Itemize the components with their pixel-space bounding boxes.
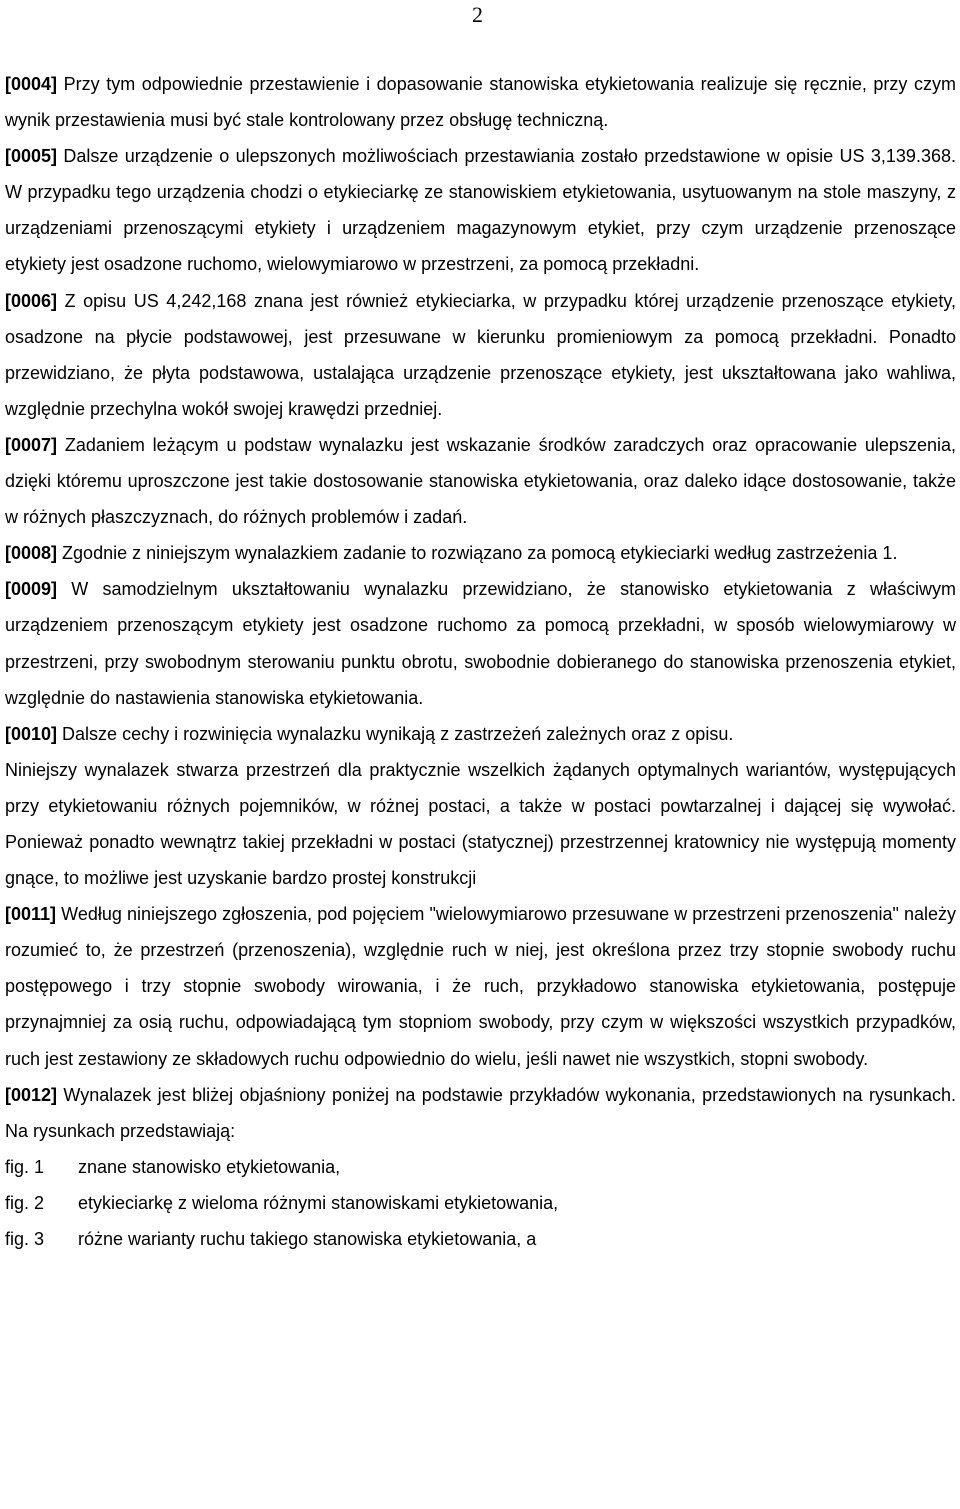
figure-list-item [5, 1221, 956, 1257]
paragraph-0009 [5, 571, 956, 715]
paragraph-0012 [5, 1077, 956, 1149]
figure-list-item [5, 1185, 956, 1221]
paragraph-untagged [5, 752, 956, 896]
paragraph-tag: [0008] [5, 543, 58, 564]
figure-list-item [5, 1149, 956, 1185]
figure-label: fig. 3 [5, 1229, 45, 1249]
paragraph-0004 [5, 66, 956, 138]
paragraph-tag: [0004] [5, 74, 58, 94]
paragraph-text: Dalsze urządzenie o ulepszonych możliwościach przestawiania zostało przedstawione w opisie US 3,139.368. W przypadku tego urządzenia chodzi o etykieciarkę ze stanowiskiem etykietowania, usytuowanym na stole maszyny, z urządzeniami przenoszącymi etykiety i urządzeniem magazynowym etykiet, przy czym urządzenie przenoszące etykiety jest osadzone ruchomo, wielowymiarowo w przestrzeni, za pomocą przekładni. [5, 146, 956, 275]
paragraph-text: Dalsze cechy i rozwinięcia wynalazku wynikają z zastrzeżeń zależnych oraz z opisu. [62, 723, 734, 744]
paragraph-0007 [5, 427, 956, 535]
paragraph-tag: [0012] [5, 1084, 58, 1105]
paragraph-0006 [5, 283, 956, 427]
paragraph-text: Wynalazek jest bliżej objaśniony poniżej na podstawie przykładów wykonania, przedstawionych na rysunkach. Na rysunkach przedstawiają: [5, 1084, 956, 1141]
paragraph-tag: [0011] [5, 904, 57, 925]
paragraph-text: Według niniejszego zgłoszenia, pod pojęciem "wielowymiarowo przesuwane w przestrzeni przenoszenia" należy rozumieć to, że przestrzeń (przenoszenia), względnie ruch w niej, jest określona przez trzy stopnie swobody ruchu postępowego i trzy stopnie swobody wirowania, i że ruch, przykładowo stanowiska etykietowania, postępuje przynajmniej za osią ruchu, odpowiadającą tym stopniom swobody, przy czym w większości wszystkich przypadków, ruch jest zestawiony ze składowych ruchu odpowiednio do wielu, jeśli nawet nie wszystkich, stopni swobody. [5, 904, 956, 1069]
paragraph-text: Z opisu US 4,242,168 znana jest również etykieciarka, w przypadku której urządzenie przenoszące etykiety, osadzone na płycie podstawowej, jest przesuwane w kierunku promieniowym za pomocą przekładni. Ponadto przewidziano, że płyta podstawowa, ustalająca urządzenie przenoszące etykiety, jest ukształtowana jako wahliwa, względnie przechylna wokół swojej krawędzi przedniej. [5, 290, 956, 419]
paragraph-text: W samodzielnym ukształtowaniu wynalazku przewidziano, że stanowisko etykietowania z właściwym urządzeniem przenoszącym etykiety jest osadzone ruchomo za pomocą przekładni, w sposób wielowymiarowy w przestrzeni, przy swobodnym sterowaniu punktu obrotu, swobodnie dobieranego do stanowiska przenoszenia etykiet, względnie do nastawienia stanowiska etykietowania. [5, 579, 956, 708]
paragraph-tag: [0007] [5, 434, 58, 455]
paragraph-text: Niniejszy wynalazek stwarza przestrzeń dla praktycznie wszelkich żądanych optymalnych wariantów, występujących przy etykietowaniu różnych pojemników, w różnej postaci, a także w postaci powtarzalnej i dającej się wywołać. Ponieważ ponadto wewnątrz takiej przekładni w postaci (statycznej) przestrzennej kratownicy nie występują momenty gnące, to możliwe jest uzyskanie bardzo prostej konstrukcji [5, 759, 956, 889]
figure-description: znane stanowisko etykietowania, [78, 1156, 341, 1177]
page-number: 2 [472, 2, 483, 27]
paragraph-0011 [5, 896, 956, 1076]
paragraph-text: Zadaniem leżącym u podstaw wynalazku jest wskazanie środków zaradczych oraz opracowanie ulepszenia, dzięki któremu uproszczone jest takie dostosowanie stanowiska etykietowania, oraz daleko idące dostosowanie, także w różnych płaszczyznach, do różnych problemów i zadań. [5, 434, 956, 528]
paragraph-0010 [5, 716, 956, 752]
figure-description: różne warianty ruchu takiego stanowiska etykietowania, a [78, 1229, 537, 1249]
figure-description: etykieciarkę z wieloma różnymi stanowiskami etykietowania, [78, 1192, 559, 1213]
paragraph-tag: [0009] [5, 579, 58, 600]
paragraph-0005 [5, 138, 956, 282]
figure-label: fig. 1 [5, 1156, 45, 1177]
paragraph-text: Przy tym odpowiednie przestawienie i dopasowanie stanowiska etykietowania realizuje się ręcznie, przy czym wynik przestawienia musi być stale kontrolowany przez obsługę techniczną. [5, 74, 956, 131]
document-body [5, 66, 956, 1257]
paragraph-0008 [5, 535, 956, 571]
figure-label: fig. 2 [5, 1192, 45, 1213]
paragraph-text: Zgodnie z niniejszym wynalazkiem zadanie to rozwiązano za pomocą etykieciarki według zastrzeżenia 1. [62, 543, 898, 564]
paragraph-tag: [0010] [5, 723, 58, 744]
paragraph-tag: [0005] [5, 146, 58, 167]
paragraph-tag: [0006] [5, 290, 58, 311]
